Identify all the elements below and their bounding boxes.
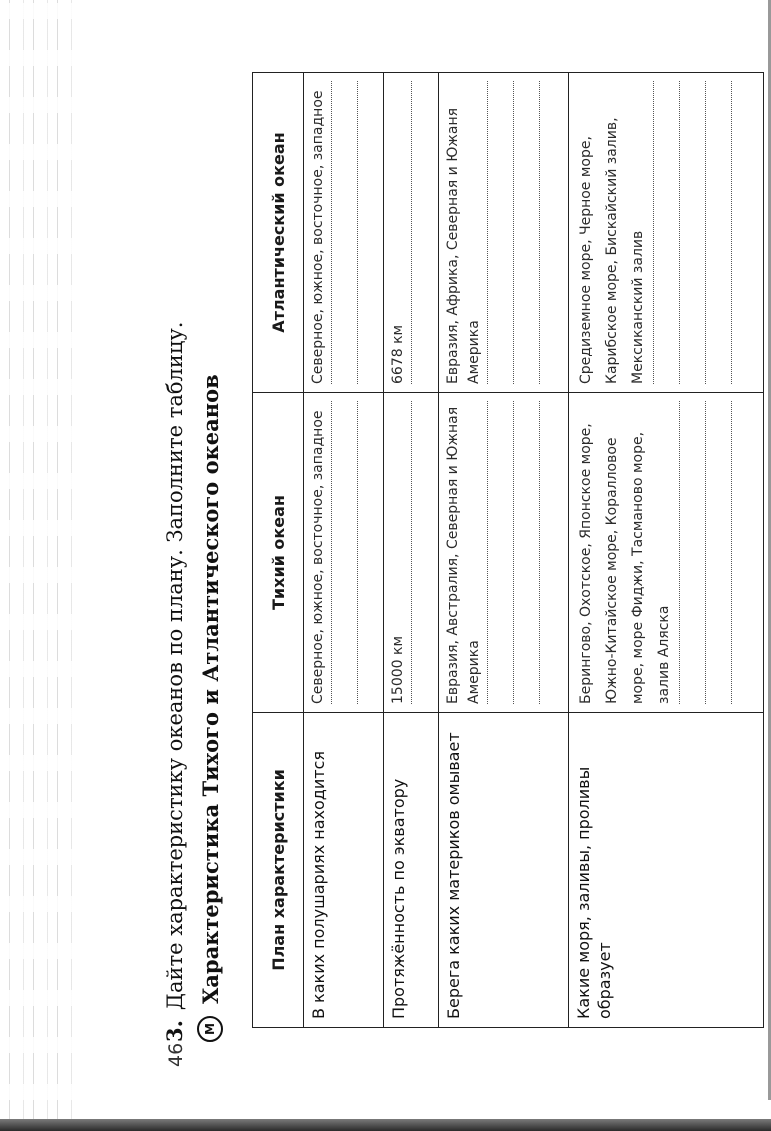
dotted-line: [411, 81, 412, 384]
dotted-line: [411, 401, 412, 704]
dotted-line: [705, 401, 706, 704]
dotted-line: [331, 81, 332, 384]
row-label: В каких полушариях находится: [304, 713, 384, 1028]
dotted-line: [513, 81, 514, 384]
row-label: Протяжённость по экватору: [384, 713, 439, 1028]
answer-text: Средиземное море, Черное море, Карибское море, Бискайский залив, Мексиканский залив: [578, 117, 646, 384]
task-number: 3.: [162, 1020, 187, 1042]
answer-cell-atlantic[interactable]: [304, 73, 384, 393]
row-label: Берега каких материков омывает: [439, 713, 569, 1028]
dotted-line: [357, 81, 358, 384]
answer-text: Берингово, Охотское, Японское море, Южно-Китайское море, Коралловое море, море Фиджи, Тасманово море, залив Аляска: [578, 423, 672, 704]
dotted-line: [679, 81, 680, 384]
dotted-line: [653, 81, 654, 384]
header-plan: План характеристики: [253, 713, 304, 1028]
header-pacific: Тихий океан: [253, 393, 304, 713]
scan-bottom-edge: [0, 1119, 771, 1131]
ocean-table: [252, 72, 764, 1028]
answer-cell-pacific[interactable]: [304, 393, 384, 713]
dotted-line: [539, 81, 540, 384]
dotted-line: [539, 401, 540, 704]
table-header-row: [253, 73, 304, 1028]
answer-cell-pacific[interactable]: [569, 393, 764, 713]
task-heading: [162, 322, 187, 1042]
dotted-line: [731, 81, 732, 384]
dotted-line: [679, 401, 680, 704]
dotted-line: [731, 401, 732, 704]
table-title-text: Характеристика Тихого и Атлантического океанов: [197, 374, 223, 1004]
dotted-line: [357, 401, 358, 704]
answer-text: Евразия, Австралия, Северная и Южная Америка: [445, 406, 482, 704]
answer-text: 6678 км: [390, 324, 406, 384]
table-row: [439, 73, 569, 1028]
m-circle-icon: М: [197, 1016, 223, 1042]
row-label: Какие моря, заливы, проливы образует: [569, 713, 764, 1028]
answer-cell-atlantic[interactable]: [384, 73, 439, 393]
answer-text: Северное, южное, восточное, западное: [310, 410, 326, 704]
dotted-line: [513, 401, 514, 704]
header-atlantic: Атлантический океан: [253, 73, 304, 393]
task-text: Дайте характеристику океанов по плану. Заполните таблицу.: [163, 321, 187, 1011]
dotted-line: [487, 81, 488, 384]
table-row: [569, 73, 764, 1028]
answer-cell-atlantic[interactable]: [439, 73, 569, 393]
answer-cell-pacific[interactable]: [384, 393, 439, 713]
rotated-page: [0, 20, 771, 1100]
answer-text: Евразия, Африка, Северная и Южаня Америка: [445, 107, 482, 384]
answer-text: 15000 км: [390, 635, 406, 704]
table-row: [384, 73, 439, 1028]
dotted-line: [487, 401, 488, 704]
table-title: [197, 374, 223, 1042]
page-number: 46: [165, 1042, 187, 1067]
answer-text: Северное, южное, восточное, западное: [310, 90, 326, 384]
table-row: [304, 73, 384, 1028]
answer-cell-pacific[interactable]: [439, 393, 569, 713]
answer-cell-atlantic[interactable]: [569, 73, 764, 393]
dotted-line: [331, 401, 332, 704]
dotted-line: [705, 81, 706, 384]
